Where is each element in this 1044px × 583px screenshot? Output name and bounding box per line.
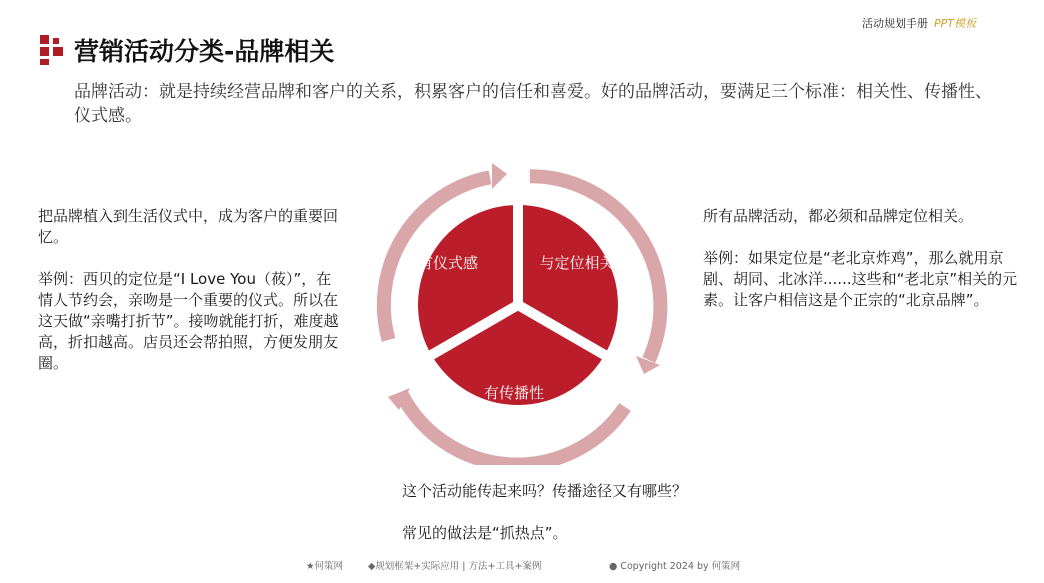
ppt-template-label: PPT模板 (934, 17, 976, 30)
positioning-summary: 所有品牌活动，都必须和品牌定位相关。 (703, 207, 974, 225)
segment-label-positioning: 与定位相关 (539, 254, 615, 272)
positioning-example: 举例：如果定位是“老北京炸鸡”，那么就用京剧、胡同、北冰洋......这些和“老北京”相关的元素。让客户相信这是个正宗的“北京品牌”。 (703, 249, 1018, 309)
spread-description (402, 481, 822, 544)
page-title: 营销活动分类-品牌相关 (74, 37, 335, 66)
footer-brand: ★何策网 (306, 561, 344, 572)
arrow-head-top (492, 163, 507, 189)
brand-cycle-diagram (355, 145, 675, 465)
header-manual-title (862, 15, 976, 31)
intro-text: 品牌活动：就是持续经营品牌和客户的关系，积累客户的信任和喜爱。好的品牌活动，要满足三个标准：相关性、传播性、仪式感。 (74, 82, 992, 126)
ritual-description (38, 206, 343, 374)
segment-label-spread: 有传播性 (483, 384, 545, 402)
footer-framework: ◆规划框架+实际应用 | 方法+工具+案例 (368, 561, 542, 572)
logo-icon (40, 35, 64, 65)
footer-copyright: ● Copyright 2024 by 何策网 (609, 561, 741, 572)
positioning-description (703, 206, 1023, 311)
ritual-summary: 把品牌植入到生活仪式中，成为客户的重要回忆。 (38, 207, 339, 246)
manual-label: 活动规划手册 (862, 17, 928, 30)
ritual-example: 举例：西贝的定位是“I Love You（莜）”，在情人节约会，亲吻是一个重要的仪式。所以在这天做“亲嘴打折节”。接吻就能打折，难度越高，折扣越高。店员还会帮拍照，方便发朋友圈。 (38, 270, 339, 372)
spread-answer: 常见的做法是“抓热点”。 (402, 524, 568, 542)
segment-label-ritual: 有仪式感 (417, 254, 479, 272)
spread-question: 这个活动能传起来吗？传播途径又有哪些？ (402, 482, 688, 500)
